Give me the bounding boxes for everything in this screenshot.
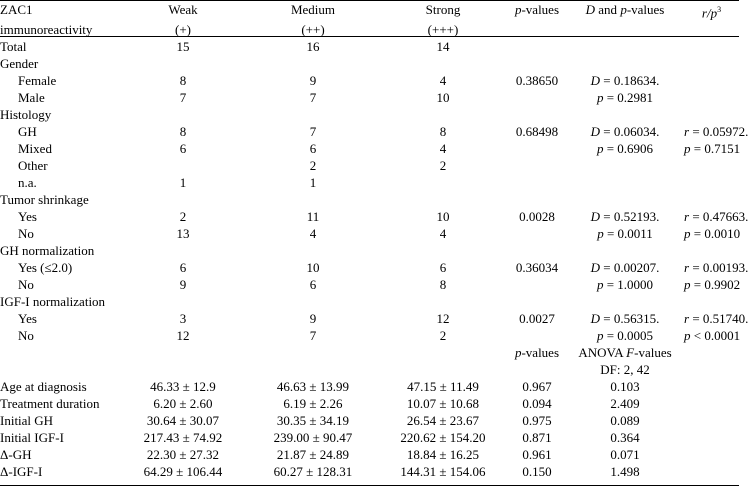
cell-r-statistic [684, 259, 748, 276]
cell-p [508, 106, 566, 123]
cell-weak [118, 293, 248, 310]
table-row [0, 378, 739, 395]
cell-strong [378, 55, 508, 72]
cell-f: 0.089 [610, 413, 640, 429]
row-label: Δ-GH [0, 447, 32, 463]
cell-d-statistic [566, 72, 684, 89]
table-row [0, 72, 739, 89]
stat-value: = 1.0000 [603, 277, 654, 293]
cell-p [508, 293, 566, 310]
cell-r-statistic [684, 327, 739, 344]
table-row [0, 412, 739, 429]
cell-strong: 8 [439, 124, 447, 140]
stat-symbol: p [597, 226, 604, 242]
cell-weak [118, 242, 248, 259]
stat-value: = 0.51740. [689, 311, 748, 327]
header-medium: Medium [290, 2, 336, 17]
cell-d-statistic [566, 123, 684, 140]
cell-d-statistic [566, 259, 684, 276]
cell-p: 0.36034 [515, 260, 559, 276]
row-label: GH [18, 124, 37, 140]
table-row [0, 463, 739, 480]
stat-symbol: p [684, 141, 691, 157]
table-row [0, 174, 739, 191]
stat-value: = 0.06034. [600, 124, 660, 140]
stat-symbol: r [684, 209, 690, 225]
cell-r-statistic [684, 191, 739, 208]
cell-p [508, 140, 566, 157]
table-row [0, 259, 739, 276]
row-label: Initial GH [0, 413, 54, 429]
cell-d-statistic [566, 276, 684, 293]
cell-medium: 2 [309, 158, 317, 174]
cell-p: 0.975 [522, 413, 552, 429]
cell-weak: 6 [179, 260, 187, 276]
cell-p: 0.0027 [519, 311, 555, 327]
row-label: Yes [18, 311, 37, 327]
blank [684, 361, 739, 378]
anova-df: DF: 2, 42 [600, 362, 650, 378]
cell-strong: 144.31 ± 154.06 [400, 464, 486, 480]
cell-d-statistic [566, 242, 684, 259]
cell-r-statistic [684, 106, 739, 123]
anova-pvalues-header [508, 344, 566, 361]
cell-weak: 7 [179, 90, 187, 106]
cell-medium: 7 [309, 124, 317, 140]
table-row [0, 123, 739, 140]
cell-medium: 1 [309, 175, 317, 191]
cell-medium: 46.63 ± 13.99 [276, 379, 350, 395]
cell-weak: 46.33 ± 12.9 [150, 379, 216, 395]
cell-f: 2.409 [610, 396, 640, 412]
row-label: Tumor shrinkage [0, 192, 89, 208]
table-row [0, 293, 739, 310]
stat-value: = 0.00207. [600, 260, 660, 276]
stat-symbol: r [684, 124, 690, 140]
cell-weak: 64.29 ± 106.44 [143, 464, 223, 480]
header-d-rest: -values [626, 2, 665, 17]
stat-symbol: p [596, 328, 604, 344]
cell-r-statistic [684, 293, 739, 310]
table-row [0, 310, 739, 327]
cell-medium: 16 [306, 39, 320, 55]
cell-p [508, 38, 566, 55]
header-medium-symbol: (++) [301, 22, 325, 38]
stat-value: = 0.05972. [689, 124, 748, 140]
cell-r-statistic [684, 276, 739, 293]
cell-d-statistic [566, 191, 684, 208]
stat-value: = 0.0005 [603, 328, 654, 344]
header-pvalues [508, 1, 566, 21]
cell-p: 0.967 [522, 379, 552, 395]
cell-weak [118, 106, 248, 123]
cell-medium [248, 106, 378, 123]
cell-weak: 217.43 ± 74.92 [143, 430, 223, 446]
table-row [0, 106, 739, 123]
cell-strong: 8 [439, 277, 447, 293]
cell-weak: 12 [176, 328, 190, 344]
cell-medium [248, 55, 378, 72]
cell-r-statistic [684, 72, 739, 89]
stat-symbol: r [684, 260, 690, 276]
row-label: No [18, 328, 34, 344]
table-row [0, 276, 739, 293]
blank [0, 344, 118, 361]
stat-symbol: r [684, 311, 690, 327]
header-rp-sup: 3 [717, 5, 722, 14]
row-label: GH normalization [0, 243, 95, 259]
stat-value: = 0.52193. [600, 209, 660, 225]
table-row [0, 208, 739, 225]
cell-d-statistic [566, 106, 684, 123]
table-row [0, 327, 739, 344]
cell-medium: 6 [309, 277, 317, 293]
cell-weak: 30.64 ± 30.07 [146, 413, 220, 429]
row-label: Female [18, 73, 57, 89]
anova-f-italic: F [626, 345, 635, 361]
blank [684, 344, 739, 361]
cell-medium: 60.27 ± 128.31 [273, 464, 353, 480]
cell-p [508, 225, 566, 242]
cell-p [508, 55, 566, 72]
cell-r-statistic [684, 225, 739, 242]
anova-f-header [566, 344, 684, 361]
row-label: Treatment duration [0, 396, 100, 412]
stat-symbol: D [590, 209, 601, 225]
header-row-2 [0, 21, 739, 38]
cell-medium: 6 [309, 141, 317, 157]
cell-d-statistic [566, 38, 684, 55]
anova-header-row-2 [0, 361, 739, 378]
stat-symbol: p [596, 90, 604, 106]
cell-strong: 4 [439, 226, 447, 242]
blank [684, 412, 739, 429]
cell-p: 0.150 [522, 464, 552, 480]
header-pvalues-italic: p [514, 2, 522, 17]
cell-weak: 6 [179, 141, 187, 157]
cell-strong: 47.15 ± 11.49 [407, 379, 479, 395]
header-weak: Weak [168, 2, 198, 17]
row-label: Other [18, 158, 48, 174]
cell-r-statistic [684, 310, 748, 327]
cell-p: 0.961 [522, 447, 552, 463]
anova-label: ANOVA [578, 345, 627, 361]
cell-weak: 22.30 ± 27.32 [146, 447, 220, 463]
blank [684, 446, 739, 463]
row-label: Total [0, 39, 27, 55]
blank [118, 361, 248, 378]
cell-p: 0.871 [522, 430, 552, 446]
row-label: Age at diagnosis [0, 379, 87, 395]
stat-value: = 0.6906 [603, 141, 654, 157]
cell-r-statistic [684, 55, 739, 72]
cell-p: 0.38650 [515, 73, 559, 89]
cell-strong [378, 191, 508, 208]
cell-d-statistic [566, 157, 684, 174]
cell-strong: 10.07 ± 10.68 [406, 396, 480, 412]
cell-r-statistic [684, 140, 739, 157]
cell-strong: 2 [439, 158, 447, 174]
cell-weak [118, 157, 248, 174]
cell-p: 0.094 [522, 396, 552, 412]
stat-symbol: p [596, 141, 604, 157]
header-d-mid: and [595, 2, 621, 17]
cell-d-statistic [566, 174, 684, 191]
header-d-italic: D [585, 2, 596, 17]
stat-value: = 0.9902 [690, 277, 741, 293]
table-row [0, 446, 739, 463]
cell-r-statistic [684, 89, 739, 106]
cell-strong: 220.62 ± 154.20 [400, 430, 486, 446]
cell-weak: 1 [179, 175, 187, 191]
header-d-and-p [566, 1, 684, 21]
row-label: No [18, 226, 34, 242]
cell-weak: 15 [176, 39, 190, 55]
row-label: Δ-IGF-I [0, 464, 43, 480]
blank [378, 344, 508, 361]
cell-strong [378, 174, 508, 191]
cell-strong [378, 293, 508, 310]
header-strong: Strong [425, 2, 461, 17]
cell-medium [248, 191, 378, 208]
cell-d-statistic [566, 140, 684, 157]
pvalues-rest: -values [521, 345, 560, 361]
stat-value: = 0.2981 [603, 90, 654, 106]
cell-medium: 11 [306, 209, 320, 225]
cell-weak: 6.20 ± 2.60 [153, 396, 213, 412]
cell-p [508, 327, 566, 344]
stat-value: = 0.0011 [603, 226, 653, 242]
cell-p [508, 174, 566, 191]
table-row [0, 395, 739, 412]
header-d-p-italic: p [620, 2, 627, 17]
row-label: Yes [18, 209, 37, 225]
cell-strong [378, 242, 508, 259]
cell-medium: 10 [306, 260, 320, 276]
blank [378, 361, 508, 378]
cell-p: 0.0028 [519, 209, 555, 225]
cell-weak [118, 55, 248, 72]
cell-strong: 14 [436, 39, 450, 55]
cell-d-statistic [566, 208, 684, 225]
cell-weak: 13 [176, 226, 190, 242]
table-row [0, 191, 739, 208]
cell-r-statistic [684, 157, 739, 174]
table-row [0, 157, 739, 174]
stat-value: = 0.0010 [690, 226, 741, 242]
row-label: n.a. [18, 175, 37, 191]
cell-p [508, 242, 566, 259]
cell-weak: 8 [179, 124, 187, 140]
cell-strong: 6 [439, 260, 447, 276]
table-row [0, 242, 739, 259]
stat-symbol: p [596, 277, 604, 293]
blank [684, 429, 739, 446]
row-label: No [18, 277, 34, 293]
table-row [0, 55, 739, 72]
stat-symbol: p [684, 277, 691, 293]
cell-r-statistic [684, 38, 739, 55]
cell-d-statistic [566, 55, 684, 72]
stat-value: < 0.0001 [690, 328, 741, 344]
cell-strong: 2 [439, 328, 447, 344]
table-row [0, 429, 739, 446]
cell-strong: 18.84 ± 16.25 [406, 447, 480, 463]
stat-value: = 0.00193. [689, 260, 748, 276]
cell-r-statistic [684, 242, 739, 259]
header-rp-text: r/p [701, 5, 718, 21]
table-row [0, 225, 739, 242]
cell-weak: 3 [179, 311, 187, 327]
stat-symbol: D [590, 124, 601, 140]
cell-weak [118, 191, 248, 208]
blank [248, 361, 378, 378]
zac1-immunoreactivity-table [0, 1, 748, 480]
stat-symbol: p [684, 226, 691, 242]
cell-medium: 21.87 ± 24.89 [276, 447, 350, 463]
pvalues-italic: p [514, 345, 522, 361]
cell-r-statistic [684, 174, 739, 191]
cell-d-statistic [566, 89, 684, 106]
stat-symbol: D [590, 73, 601, 89]
row-label: Initial IGF-I [0, 430, 64, 446]
cell-d-statistic [566, 327, 684, 344]
cell-medium: 6.19 ± 2.26 [283, 396, 343, 412]
cell-medium: 239.00 ± 90.47 [273, 430, 353, 446]
stat-value: = 0.47663. [689, 209, 748, 225]
cell-medium [248, 293, 378, 310]
row-label: Mixed [18, 141, 52, 157]
cell-weak: 2 [179, 209, 187, 225]
row-label: Histology [0, 107, 52, 123]
cell-f: 0.364 [610, 430, 640, 446]
cell-p [508, 89, 566, 106]
stat-value: = 0.56315. [600, 311, 660, 327]
header-rp [684, 1, 739, 21]
header-pvalues-rest: -values [521, 2, 560, 17]
stat-symbol: D [590, 311, 601, 327]
header-strong-symbol: (+++) [427, 22, 459, 38]
row-label: IGF-I normalization [0, 294, 106, 310]
header-row-1 [0, 1, 739, 21]
cell-p: 0.68498 [515, 124, 559, 140]
cell-strong: 26.54 ± 23.67 [406, 413, 480, 429]
cell-r-statistic [684, 123, 748, 140]
cell-strong: 12 [436, 311, 450, 327]
cell-strong: 10 [436, 209, 450, 225]
cell-d-statistic [566, 293, 684, 310]
blank [248, 344, 378, 361]
cell-f: 0.103 [610, 379, 640, 395]
blank [0, 361, 118, 378]
cell-d-statistic [566, 225, 684, 242]
cell-medium: 7 [309, 90, 317, 106]
anova-header-row-1 [0, 344, 739, 361]
blank [684, 395, 739, 412]
cell-medium: 7 [309, 328, 317, 344]
table-row [0, 38, 739, 55]
header-immunoreactivity: immunoreactivity [0, 22, 93, 38]
stat-value: = 0.18634. [600, 73, 660, 89]
blank [684, 463, 739, 480]
header-zac1: ZAC1 [0, 2, 33, 17]
cell-f: 0.071 [610, 447, 640, 463]
cell-medium: 9 [309, 73, 317, 89]
anova-rest: -values [634, 345, 672, 361]
blank [684, 378, 739, 395]
cell-p [508, 276, 566, 293]
row-label: Male [18, 90, 45, 106]
cell-weak: 9 [179, 277, 187, 293]
cell-p [508, 157, 566, 174]
cell-strong: 4 [439, 73, 447, 89]
cell-strong [378, 106, 508, 123]
cell-medium: 4 [309, 226, 317, 242]
cell-strong: 10 [436, 90, 450, 106]
stat-symbol: D [590, 260, 601, 276]
stat-value: = 0.7151 [690, 141, 741, 157]
cell-weak: 8 [179, 73, 187, 89]
cell-d-statistic [566, 310, 684, 327]
row-label: Yes (≤2.0) [18, 260, 73, 276]
cell-r-statistic [684, 208, 748, 225]
cell-medium [248, 242, 378, 259]
blank [118, 344, 248, 361]
cell-medium: 30.35 ± 34.19 [276, 413, 350, 429]
cell-strong: 4 [439, 141, 447, 157]
table-row [0, 140, 739, 157]
cell-p [508, 191, 566, 208]
stat-symbol: p [684, 328, 691, 344]
blank [508, 361, 566, 378]
table-row [0, 89, 739, 106]
cell-f: 1.498 [610, 464, 640, 480]
row-label: Gender [0, 56, 39, 72]
header-weak-symbol: (+) [175, 22, 191, 38]
cell-medium: 9 [309, 311, 317, 327]
